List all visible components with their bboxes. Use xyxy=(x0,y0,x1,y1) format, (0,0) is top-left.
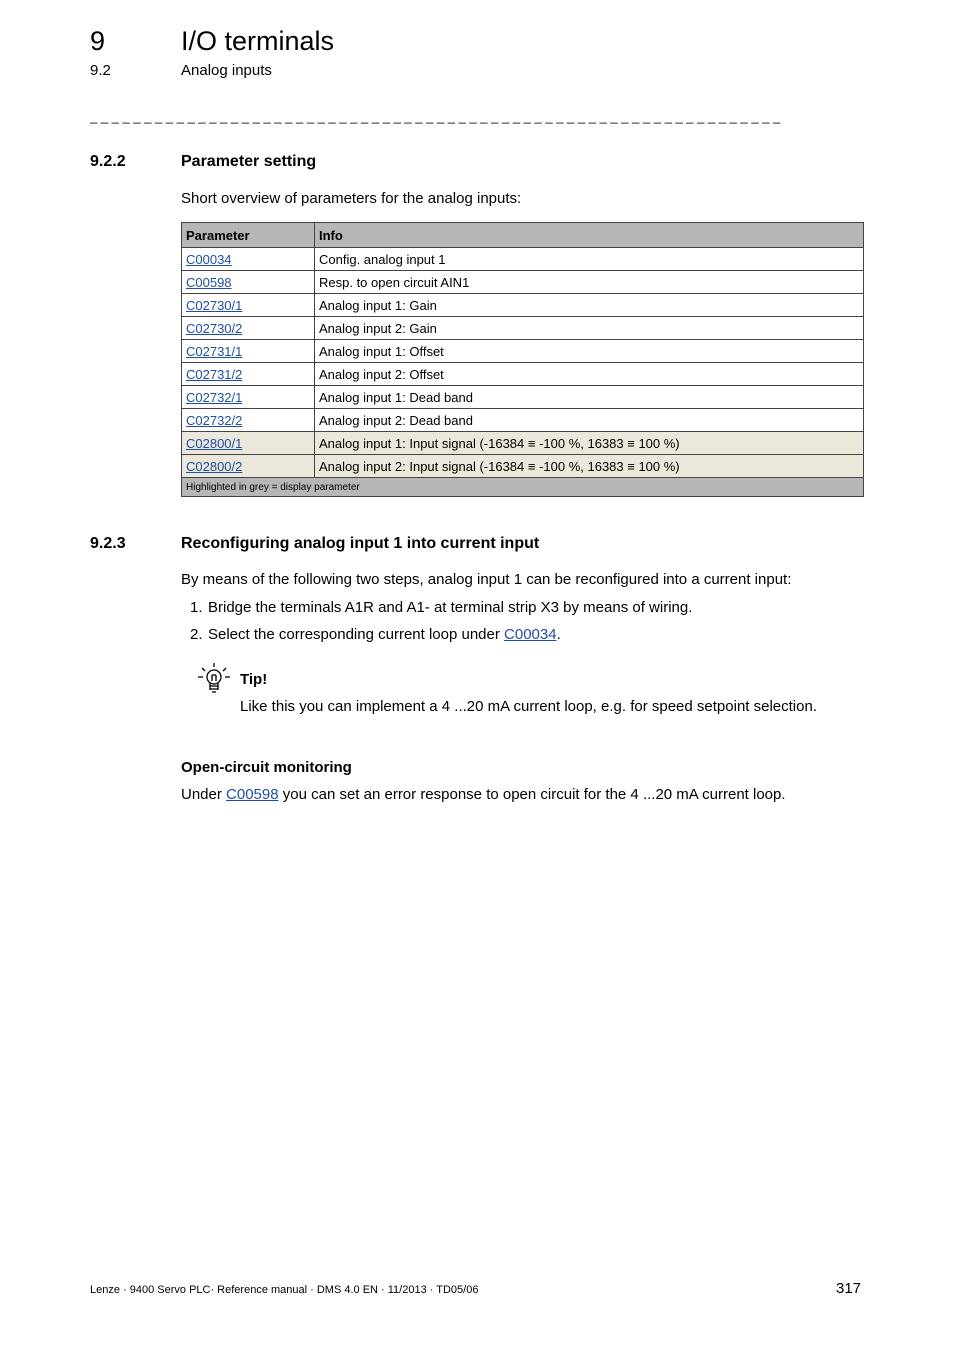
step-2-number: 2. xyxy=(190,626,203,643)
table-row xyxy=(182,294,864,317)
header-info: Info xyxy=(315,223,864,248)
param-link[interactable]: C02800/1 xyxy=(186,435,243,451)
step-1-text: Bridge the terminals A1R and A1- at terminal strip X3 by means of wiring. xyxy=(208,599,693,616)
table-footnote: Highlighted in grey = display parameter xyxy=(182,478,864,497)
section-number: 9.2 xyxy=(90,62,111,79)
open-circuit-text xyxy=(181,786,786,803)
param-link[interactable]: C02731/1 xyxy=(186,343,243,359)
param-link[interactable]: C02730/2 xyxy=(186,320,243,336)
table-row-display-param xyxy=(182,432,864,455)
footer-doc-info: Lenze · 9400 Servo PLC· Reference manual · DMS 4.0 EN · 11/2013 · TD05/06 xyxy=(90,1284,479,1296)
chapter-title: I/O terminals xyxy=(181,26,335,56)
param-info: Analog input 1: Gain xyxy=(315,294,864,317)
param-info: Analog input 2: Offset xyxy=(315,363,864,386)
table-intro: Short overview of parameters for the analog inputs: xyxy=(181,190,522,207)
table-row xyxy=(182,386,864,409)
oc-post: you can set an error response to open circuit for the 4 ...20 mA current loop. xyxy=(278,786,786,803)
section-922-title: Parameter setting xyxy=(181,153,317,170)
c00034-link[interactable]: C00034 xyxy=(504,626,557,643)
step-2-pre: Select the corresponding current loop under xyxy=(208,626,505,643)
section-title: Analog inputs xyxy=(181,62,272,79)
step-2-post: . xyxy=(556,626,561,643)
oc-pre: Under xyxy=(181,786,227,803)
param-link[interactable]: C02732/2 xyxy=(186,412,243,428)
table-footnote-row xyxy=(182,478,864,497)
param-info: Analog input 1: Offset xyxy=(315,340,864,363)
param-info: Analog input 1: Dead band xyxy=(315,386,864,409)
section-923-number: 9.2.3 xyxy=(90,535,126,552)
param-link[interactable]: C02731/2 xyxy=(186,366,243,382)
table-row xyxy=(182,363,864,386)
step-2-text xyxy=(208,626,561,643)
param-link[interactable]: C02730/1 xyxy=(186,297,243,313)
step-1-number: 1. xyxy=(190,599,203,616)
param-info: Analog input 2: Input signal (-16384 ≡ -100 %, 16383 ≡ 100 %) xyxy=(315,455,864,478)
param-link[interactable]: C00598 xyxy=(186,274,232,290)
page-number: 317 xyxy=(836,1280,862,1297)
section-922-number: 9.2.2 xyxy=(90,153,126,170)
table-header-row xyxy=(182,223,864,248)
table-row xyxy=(182,340,864,363)
param-info: Analog input 2: Gain xyxy=(315,317,864,340)
section-923-title: Reconfiguring analog input 1 into current input xyxy=(181,535,540,552)
param-info: Analog input 2: Dead band xyxy=(315,409,864,432)
table-row xyxy=(182,271,864,294)
header-separator: _ _ _ _ _ _ _ _ _ _ _ _ _ _ _ _ _ _ _ _ _ _ _ _ _ _ _ _ _ _ _ _ _ _ _ _ _ _ _ _ _ _ _ _ _ _ _ _ _ _ _ _ _ _ _ _ _ _ _ _ _ _ _ _ xyxy=(90,109,781,124)
chapter-number: 9 xyxy=(90,26,106,56)
table-row xyxy=(182,248,864,271)
param-info: Analog input 1: Input signal (-16384 ≡ -100 %, 16383 ≡ 100 %) xyxy=(315,432,864,455)
table-row-display-param xyxy=(182,455,864,478)
param-link[interactable]: C00034 xyxy=(186,251,232,267)
c00598-link[interactable]: C00598 xyxy=(226,786,279,803)
param-link[interactable]: C02800/2 xyxy=(186,458,243,474)
param-info: Resp. to open circuit AIN1 xyxy=(315,271,864,294)
open-circuit-heading: Open-circuit monitoring xyxy=(181,759,352,776)
parameter-table xyxy=(181,222,864,497)
header-parameter: Parameter xyxy=(182,223,315,248)
param-info: Config. analog input 1 xyxy=(315,248,864,271)
table-row xyxy=(182,409,864,432)
tip-text: Like this you can implement a 4 ...20 mA current loop, e.g. for speed setpoint selection. xyxy=(240,698,817,715)
table-row xyxy=(182,317,864,340)
tip-label: Tip! xyxy=(240,671,268,688)
lightbulb-icon xyxy=(197,661,231,695)
param-link[interactable]: C02732/1 xyxy=(186,389,243,405)
section-923-intro: By means of the following two steps, analog input 1 can be reconfigured into a current input: xyxy=(181,571,792,588)
